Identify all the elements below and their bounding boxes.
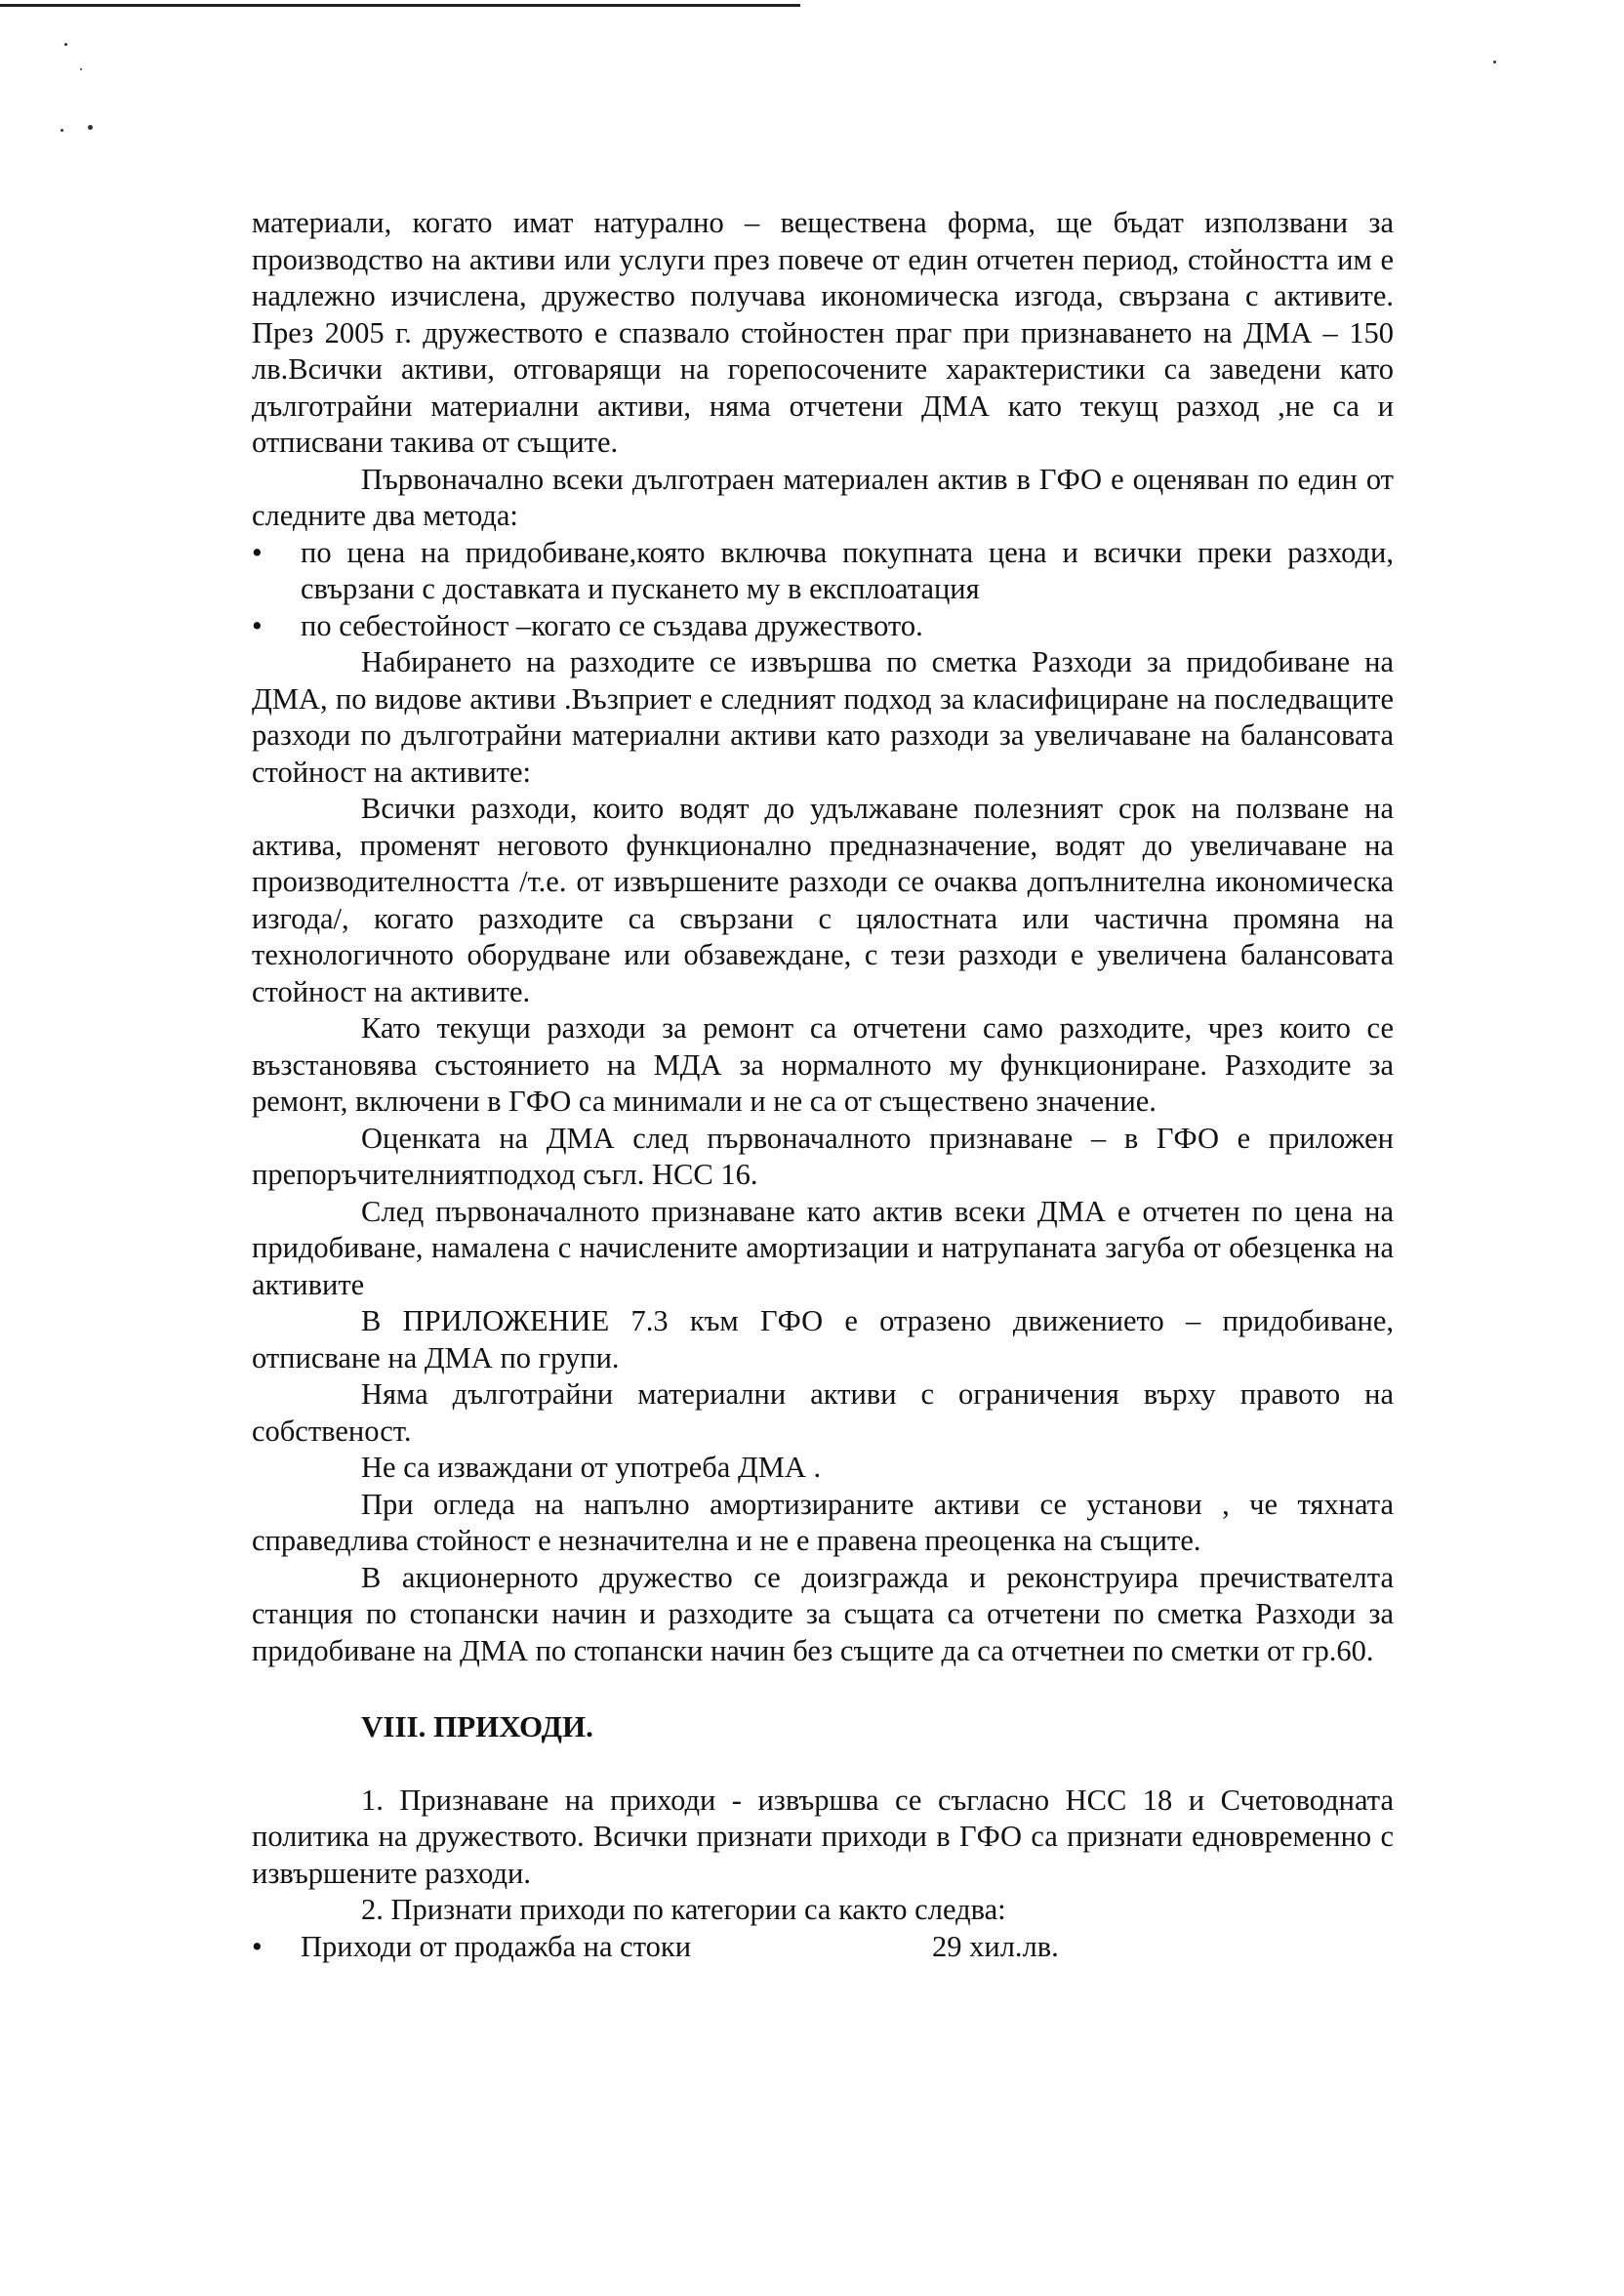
paragraph: При огледа на напълно амортизираните активи се установи , че тяхната справедлива стойност е незначителна и не е правена преоценка на същите.: [252, 1487, 1394, 1557]
bullet-icon: •: [252, 535, 263, 569]
income-item: [252, 1929, 1394, 1966]
valuation-methods-list: [252, 535, 1394, 645]
bullet-icon: •: [252, 1929, 263, 1963]
document-body: [252, 205, 1394, 1965]
paragraph: В акционерното дружество се доизгражда и реконструира пречиствателта станция по стопански начин и разходите за същата са отчетени по сметка Разходи за придобиване на ДМА по стопански начин без същите да са отчетнеи по сметки от гр.60.: [252, 1560, 1394, 1667]
paragraph: След първоначалното признаване като актив всеки ДМА е отчетен по цена на придобиване, намалена с начислените амортизации и натрупаната загуба от обезценка на активите: [252, 1194, 1394, 1301]
scan-speck: [88, 125, 93, 130]
paragraph: Набирането на разходите се извършва по сметка Разходи за придобиване на ДМА, по видове активи .Възприет е следният подход за класифициране на последващите разходи по дълготрайни материални активи като разходи за увеличаване на балансовата стойност на активите:: [252, 645, 1394, 789]
scan-speck: [80, 68, 82, 70]
scan-speck: [64, 43, 67, 46]
list-item: • по себестойност –когато се създава дружеството.: [252, 608, 1394, 645]
paragraph: 1. Признаване на приходи - извършва се съгласно НСС 18 и Счетоводната политика на дружеството. Всички признати приходи в ГФО са признати едновременно с извършените разходи.: [252, 1783, 1394, 1890]
bullet-icon: •: [252, 608, 263, 642]
paragraph: Като текущи разходи за ремонт са отчетени само разходите, чрез които се възстановява състоянието на МДА за нормалното му функциониране. Разходите за ремонт, включени в ГФО са минимали и не са от съществено значение.: [252, 1011, 1394, 1118]
scan-speck: [61, 129, 63, 132]
paragraph: В ПРИЛОЖЕНИЕ 7.3 към ГФО е отразено движението – придобиване, отписване на ДМА по групи.: [252, 1304, 1394, 1374]
top-scan-edge-line: [0, 4, 800, 7]
scan-speck: [1493, 61, 1496, 63]
paragraph: 2. Признати приходи по категории са както следва:: [361, 1893, 1006, 1926]
paragraph: Няма дълготрайни материални активи с ограничения върху правото на собственост.: [252, 1377, 1394, 1448]
paragraph: Не са изваждани от употреба ДМА .: [361, 1451, 822, 1484]
paragraph: материали, когато имат натурално – веществена форма, ще бъдат използвани за производство на активи или услуги през повече от един отчетен период, стойността им е надлежно изчислена, дружество получава икономическа изгода, свързана с активите. През 2005 г. дружеството е спазвало стойностен праг при признаването на ДМА – 150 лв.Всички активи, отговарящи на горепосочените характеристики са заведени като дълготрайни материални активи, няма отчетени ДМА като текущ разход ,не са и отписвани такива от същите.: [252, 206, 1394, 459]
list-item: • по цена на придобиване,която включва покупната цена и всички преки разходи, свързани с доставката и пускането му в експлоатация: [252, 535, 1394, 605]
income-item-amount: 29 хил.лв.: [932, 1929, 1059, 1963]
paragraph: Оценката на ДМА след първоначалното признаване – в ГФО е приложен препоръчителниятподход съгл. НСС 16.: [252, 1121, 1394, 1191]
income-item-label: Приходи от продажба на стоки: [301, 1929, 692, 1963]
section-heading: VIII. ПРИХОДИ.: [361, 1709, 593, 1743]
paragraph: Първоначално всеки дълготраен материален актив в ГФО е оценяван по един от следните два метода:: [252, 462, 1394, 532]
paragraph: Всички разходи, които водят до удължаване полезният срок на ползване на актива, променят неговото функционално предназначение, водят до увеличаване на производителността /т.е. от извършените разходи се очаква допълнителна икономическа изгода/, когато разходите са свързани с цялостната или частична промяна на технологичното оборудване или обзавеждане, с тези разходи е увеличена балансовата стойност на активите.: [252, 792, 1394, 1008]
